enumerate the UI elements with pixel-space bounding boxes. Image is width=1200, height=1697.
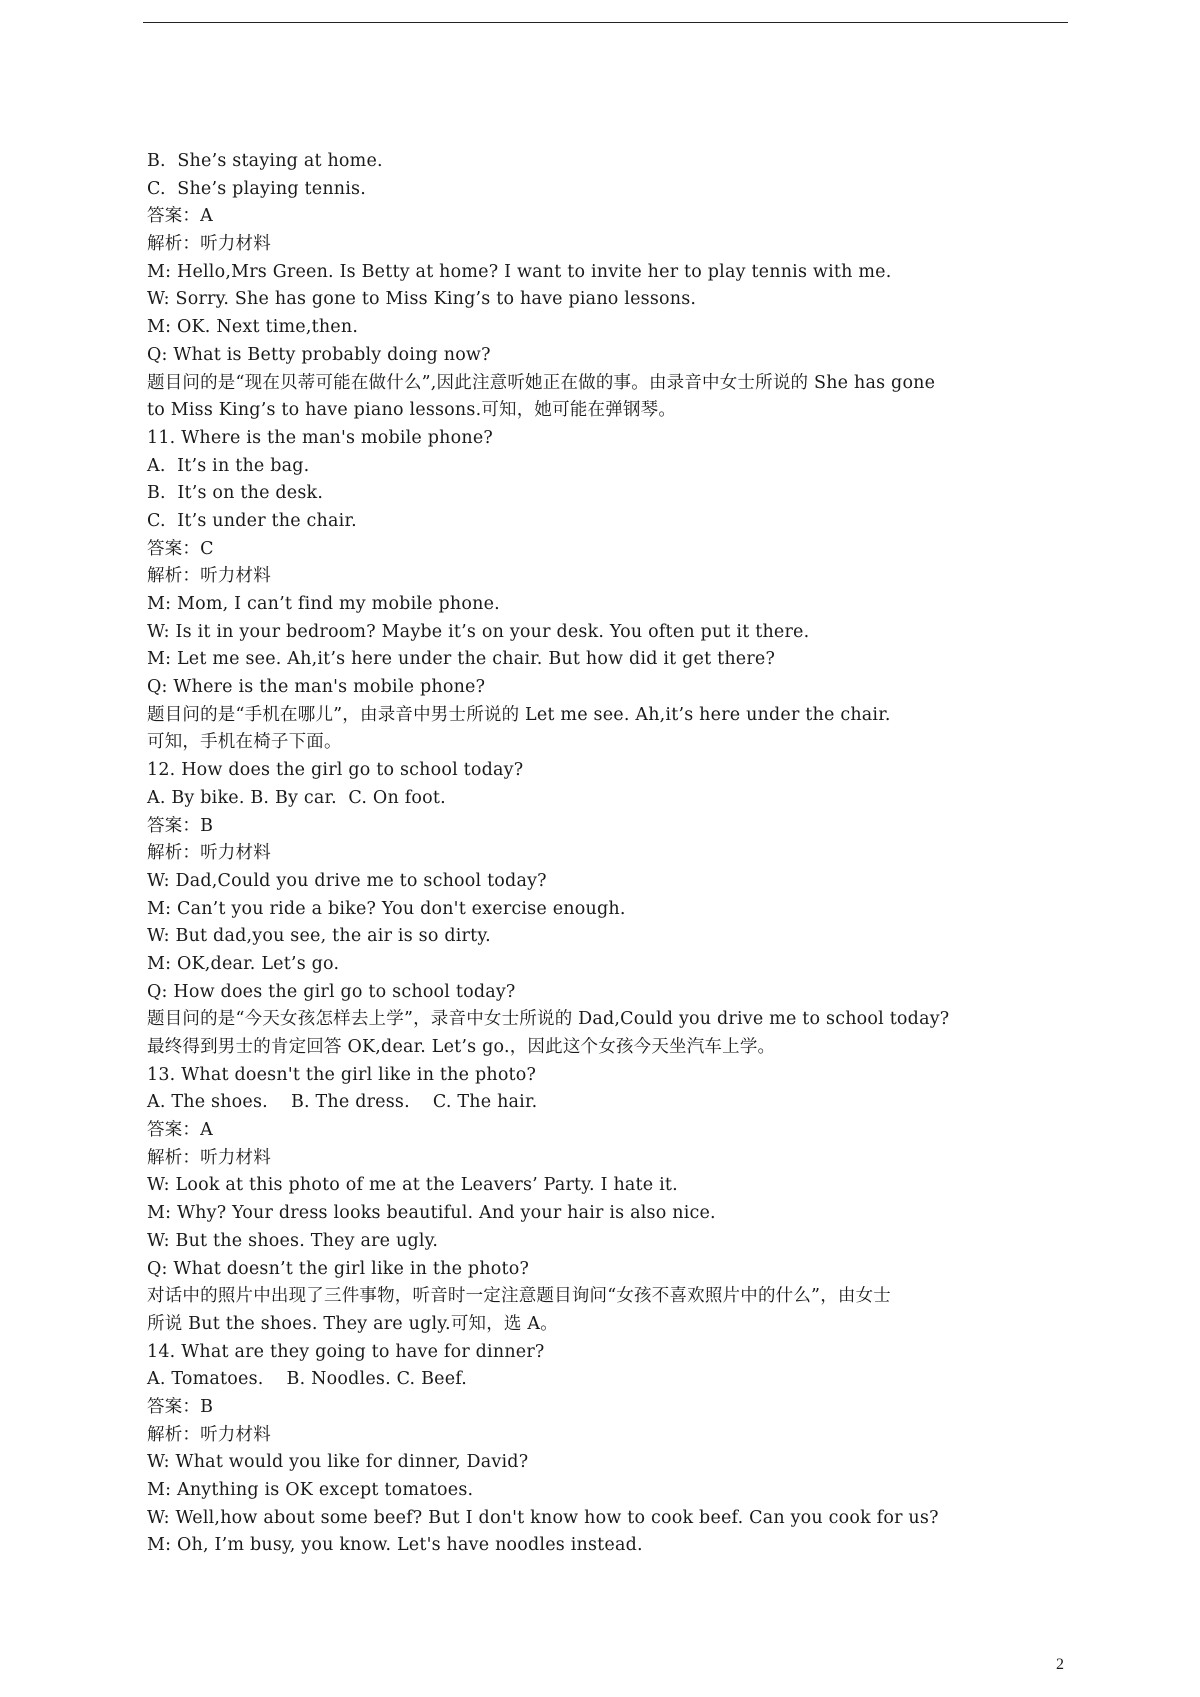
text-line: 答案：A (147, 206, 213, 227)
text-line: C. It’s under the chair. (147, 510, 357, 531)
text-line: M: OK,dear. Let’s go. (147, 953, 340, 974)
text-line: M: Hello,Mrs Green. Is Betty at home? I want to invite her to play tennis with me. (147, 261, 892, 282)
text-line: 12. How does the girl go to school today? (147, 760, 524, 781)
text-line: 题目问的是“今天女孩怎样去上学”，录音中女士所说的 Dad,Could you drive me to school today? (147, 1009, 950, 1030)
text-line: 答案：B (147, 815, 214, 836)
page-number: 2 (1056, 1656, 1064, 1673)
text-line: 答案：B (147, 1396, 214, 1417)
text-line: 最终得到男士的肯定回答 OK,dear. Let’s go.，因此这个女孩今天坐汽车上学。 (147, 1037, 776, 1057)
text-line: 解析：听力材料 (147, 843, 271, 864)
text-line: 题目问的是“手机在哪儿”，由录音中男士所说的 Let me see. Ah,it’s here under the chair. (147, 704, 891, 725)
text-line: W: Is it in your bedroom? Maybe it’s on your desk. You often put it there. (147, 621, 810, 642)
text-line: A. It’s in the bag. (147, 455, 310, 476)
text-line: C. She’s playing tennis. (147, 178, 366, 199)
text-line: 可知，手机在椅子下面。 (147, 732, 342, 753)
text-line: 解析：听力材料 (147, 1424, 271, 1445)
text-line: W: But dad,you see, the air is so dirty. (147, 926, 491, 947)
text-line: Q: What is Betty probably doing now? (147, 344, 491, 365)
text-line: M: Anything is OK except tomatoes. (147, 1480, 474, 1500)
text-line: M: Mom, I can’t find my mobile phone. (147, 594, 500, 614)
text-line: 答案：A (147, 1120, 213, 1141)
text-line: W: But the shoes. They are ugly. (147, 1230, 439, 1251)
text-line: 11. Where is the man's mobile phone? (147, 427, 493, 448)
text-line: W: Well,how about some beef? But I don't know how to cook beef. Can you cook for us? (147, 1507, 939, 1528)
text-line: B. She’s staying at home. (147, 151, 383, 171)
header-rule (143, 22, 1068, 23)
text-line: M: Why? Your dress looks beautiful. And your hair is also nice. (147, 1203, 716, 1224)
text-line: W: Sorry. She has gone to Miss King’s to have piano lessons. (147, 289, 697, 310)
text-line: 题目问的是“现在贝蒂可能在做什么”,因此注意听她正在做的事。由录音中女士所说的 She has gone (147, 372, 936, 393)
text-line: 14. What are they going to have for dinner? (147, 1341, 545, 1362)
text-line: W: Dad,Could you drive me to school today? (147, 870, 547, 891)
text-line: Q: Where is the man's mobile phone? (147, 677, 486, 698)
text-line: B. It’s on the desk. (147, 483, 324, 504)
text-line: A. Tomatoes. B. Noodles. C. Beef. (147, 1369, 468, 1390)
text-line: M: Can’t you ride a bike? You don't exercise enough. (147, 898, 626, 919)
text-line: M: OK. Next time,then. (147, 317, 359, 338)
text-line: W: What would you like for dinner, David? (147, 1452, 529, 1473)
text-line: M: Oh, I’m busy, you know. Let's have noodles instead. (147, 1535, 643, 1556)
text-line: Q: How does the girl go to school today? (147, 981, 516, 1002)
text-line: Q: What doesn’t the girl like in the photo? (147, 1258, 530, 1279)
text-line: to Miss King’s to have piano lessons.可知，她可能在弹钢琴。 (147, 400, 677, 421)
document-body (147, 148, 1077, 1560)
text-line: W: Look at this photo of me at the Leavers’ Party. I hate it. (147, 1175, 678, 1196)
text-line: A. By bike. B. By car. C. On foot. (147, 787, 446, 808)
text-line: 解析：听力材料 (147, 566, 271, 587)
text-line: A. The shoes. B. The dress. C. The hair. (147, 1092, 538, 1113)
text-line: 解析：听力材料 (147, 234, 271, 255)
text-line: 对话中的照片中出现了三件事物，听音时一定注意题目询问“女孩不喜欢照片中的什么”，由女士 (147, 1286, 891, 1307)
text-line: M: Let me see. Ah,it’s here under the chair. But how did it get there? (147, 649, 776, 670)
text-line: 13. What doesn't the girl like in the photo? (147, 1064, 537, 1085)
text-line: 解析：听力材料 (147, 1147, 271, 1168)
text-line: 所说 But the shoes. They are ugly.可知，选 A。 (147, 1313, 558, 1334)
text-line: 答案：C (147, 538, 214, 559)
